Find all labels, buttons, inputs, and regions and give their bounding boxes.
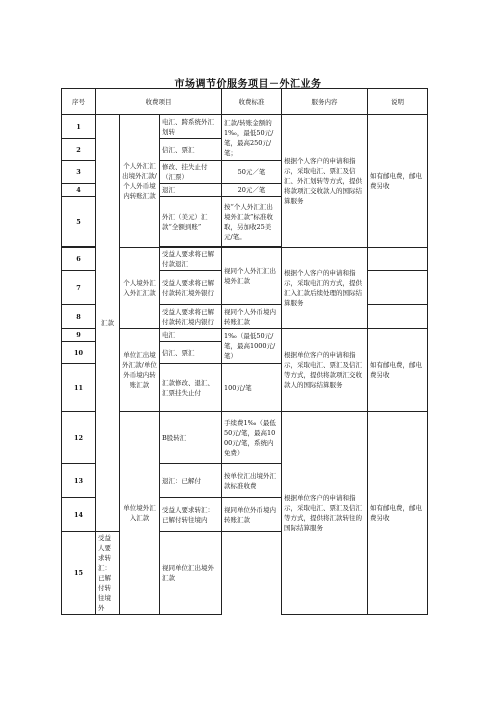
row-standard: 视同个人外币境内转账汇款 (222, 305, 282, 329)
row-no: 15 (62, 532, 96, 615)
row-item: 电汇、跨系统外汇划转 (160, 115, 222, 139)
row-no: 7 (62, 271, 96, 305)
row-no: 8 (62, 305, 96, 329)
header-item: 收费项目 (96, 89, 222, 115)
row-no: 6 (62, 248, 96, 271)
row-item: 电汇 (160, 329, 222, 342)
row-item: B股转汇 (160, 412, 222, 464)
row-item: 退汇：已解付 (160, 464, 222, 498)
row-standard: 100元/笔 (222, 364, 282, 412)
row-note: 如有邮电费，邮电费另收 (368, 329, 428, 412)
row-no: 1 (62, 115, 96, 139)
row-note: 如有邮电费，邮电费另收 (368, 115, 428, 248)
row-no: 2 (62, 139, 96, 161)
row-item: 修改、挂失止付（汇票） (160, 161, 222, 184)
row-standard: 按单位汇出境外汇款标准收费 (222, 464, 282, 498)
page-title: 市场调节价服务项目－外汇业务 (174, 79, 322, 90)
row-no: 10 (62, 342, 96, 364)
header-content: 服务内容 (282, 89, 368, 115)
row-no: 12 (62, 412, 96, 464)
row-item: 受益人要求将已解付款转汇境外银行 (160, 271, 222, 305)
row-item: 汇款修改、退汇、汇票挂失止付 (160, 364, 222, 412)
header-standard: 收费标准 (222, 89, 282, 115)
row-standard: 视同个人外汇汇出境外汇款 (222, 248, 282, 305)
row-item: 信汇、票汇 (160, 342, 222, 364)
row-note-empty (368, 271, 428, 305)
row-item: 受益人要求转汇：已解付转往境外 (96, 532, 120, 615)
row-content: 根据单位客户的申请和指示，采取电汇、票汇及信汇等方式，提供将汇款转往的国际结算服务 (282, 412, 368, 615)
row-item: 退汇 (160, 184, 222, 197)
row-standard: 汇款/转账金额的1‰，最低50元/笔，最高250元/笔； (222, 115, 282, 161)
row-standard: 视同单位汇出境外汇款 (160, 532, 222, 615)
group-huikuan: 汇款 (96, 115, 120, 532)
row-no: 13 (62, 464, 96, 498)
table-header-row (62, 89, 428, 115)
row-content: 根据单位客户的申请和指示，采取电汇、票汇及信汇等方式，提供将款项汇交收款人的国际结算服务 (282, 329, 368, 412)
row-content: 根据个人客户的申请和指示，采取电汇的方式，提供汇入汇款后续处理的国际结算服务 (282, 248, 368, 329)
group-corp-in: 单位境外汇入汇款 (120, 412, 160, 615)
fee-table (61, 88, 428, 615)
row-note: 如有邮电费，邮电费另收 (368, 412, 428, 615)
row-standard: 50元／笔 (222, 161, 282, 184)
row-standard: 视同单位外币境内转账汇款 (222, 498, 282, 532)
group-personal-out: 个人外汇汇出境外汇款/个人外币境内转账汇款 (120, 115, 160, 248)
row-item: 受益人要求将已解付款退汇 (160, 248, 222, 271)
group-corp-out: 单位汇出境外汇款/单位外币境内转账汇款 (120, 329, 160, 412)
row-standard: 按“个人外汇汇出境外汇款”标准收取，另加收25美元/笔。 (222, 197, 282, 247)
header-no: 序号 (62, 89, 96, 115)
row-no: 3 (62, 161, 96, 184)
row-no: 9 (62, 329, 96, 342)
row-no: 14 (62, 498, 96, 532)
table-row (62, 115, 428, 139)
row-no: 11 (62, 364, 96, 412)
row-note-empty (368, 248, 428, 271)
row-item: 外汇（美元）汇款“全额到账” (160, 197, 222, 247)
row-standard: 1‰（最低50元/笔，最高1000元/笔） (222, 329, 282, 364)
row-standard: 20元／笔 (222, 184, 282, 197)
header-note: 说明 (368, 89, 428, 115)
row-item: 受益人要求将已解付款转汇境内银行 (160, 305, 222, 329)
row-content: 根据个人客户的申请和指示，采取电汇、票汇及信汇、外汇划转等方式，提供将款项汇交收款人的国际结算服务 (282, 115, 368, 248)
row-item: 信汇、票汇 (160, 139, 222, 161)
row-no: 5 (62, 197, 96, 247)
row-standard: 手续费1‰（最低50元/笔，最高1000元/笔，系统内免费） (222, 412, 282, 464)
group-personal-in: 个人境外汇入外汇汇款 (120, 248, 160, 329)
row-no: 4 (62, 184, 96, 197)
row-item: 受益人要求转汇：已解付转往境内 (160, 498, 222, 532)
row-note-empty (368, 305, 428, 329)
